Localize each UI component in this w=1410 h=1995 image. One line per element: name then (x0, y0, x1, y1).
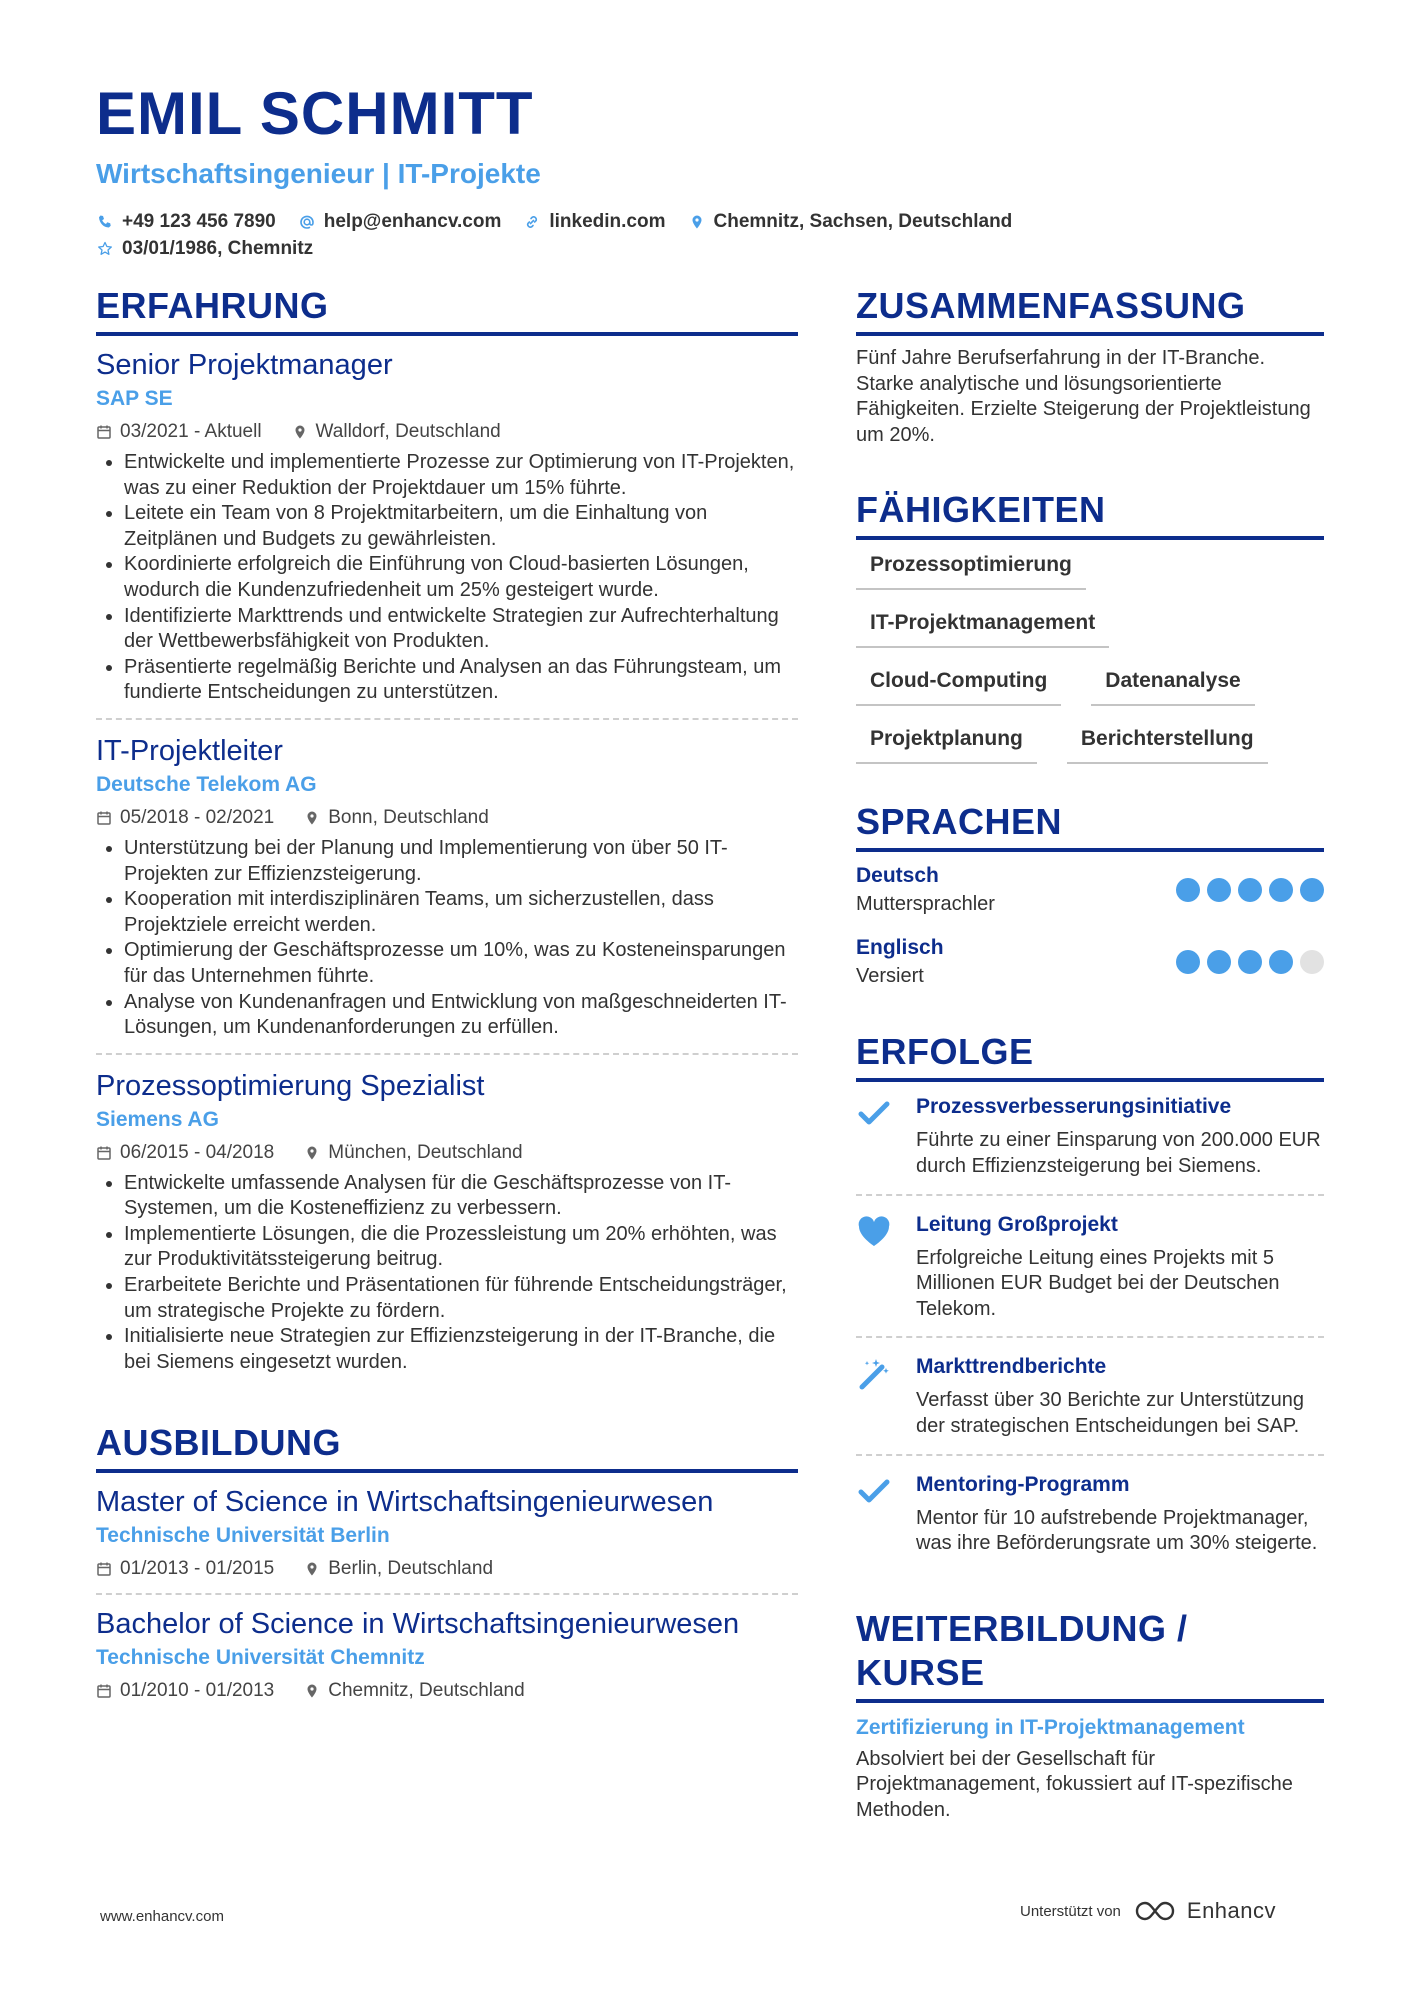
magic-wand-icon (856, 1352, 900, 1439)
school-name: Technische Universität Chemnitz (96, 1646, 425, 1670)
achievement-description: Mentor für 10 aufstrebende Projektmanager, was ihre Beförderungsrate um 30% steigerte. (916, 1506, 1318, 1555)
brand-logo[interactable] (1133, 1898, 1276, 1924)
rating-dot-filled (1300, 878, 1324, 902)
bullet-item: • Optimierung der Geschäftsprozesse um 10%, was zu Kosteneinsparungen für das Unternehmen führte. (124, 938, 798, 989)
education-meta (96, 1555, 798, 1583)
education-heading: AUSBILDUNG (96, 1421, 798, 1473)
phone-icon (96, 213, 114, 231)
rating-dot-filled (1176, 950, 1200, 974)
languages-heading: SPRACHEN (856, 800, 1324, 852)
bullet-item: • Erarbeitete Berichte und Präsentationen für führende Entscheidungsträger, um strategische Projekte zu fördern. (124, 1273, 798, 1324)
at-icon (298, 213, 316, 231)
contact-linkedin[interactable] (523, 208, 665, 235)
achievement-entry (856, 1092, 1324, 1195)
candidate-title: Wirtschaftsingenieur | IT-Projekte (96, 158, 541, 189)
check-icon (856, 1470, 900, 1557)
job-meta (96, 418, 798, 446)
bullet-item: • Leitete ein Team von 8 Projektmitarbeitern, um die Einhaltung von Zeitplänen und Budgets zu gewährleisten. (124, 501, 798, 552)
bullet-item: • Kooperation mit interdisziplinären Teams, um sicherzustellen, dass Projektziele erreicht werden. (124, 887, 798, 938)
location-pin-icon (292, 424, 308, 440)
job-location: Walldorf, Deutschland (315, 421, 501, 442)
bullet-item: • Entwickelte und implementierte Prozesse zur Optimierung von IT-Projekten, was zu einer Reduktion der Projektdauer um 15% führte. (124, 450, 798, 501)
bullet-item: • Initialisierte neue Strategien zur Effizienzsteigerung in der IT-Branche, die bei Siemens eingesetzt wurden. (124, 1324, 798, 1375)
footer-website[interactable]: www.enhancv.com (100, 1908, 224, 1925)
skill-tag: Datenanalyse (1091, 666, 1254, 706)
course-title: Zertifizierung in IT-Projektmanagement (856, 1715, 1245, 1739)
rating-dot-filled (1238, 878, 1262, 902)
location-text: Chemnitz, Sachsen, Deutschland (713, 211, 1013, 232)
bullet-item: • Analyse von Kundenanfragen und Entwicklung von maßgeschneiderten IT-Lösungen, um Kundenanforderungen zu erfüllen. (124, 990, 798, 1041)
contact-birth (96, 235, 313, 262)
school-name: Technische Universität Berlin (96, 1524, 390, 1548)
language-name: Deutsch (856, 864, 939, 888)
calendar-icon (96, 1561, 112, 1577)
link-icon (523, 213, 541, 231)
language-name: Englisch (856, 936, 944, 960)
contact-info (96, 208, 1326, 262)
rating-dot-filled (1269, 950, 1293, 974)
skill-tag: Cloud-Computing (856, 666, 1061, 706)
email-text: help@enhancv.com (323, 211, 502, 232)
achievement-entry (856, 1352, 1324, 1455)
left-column (96, 284, 798, 1725)
education-meta (96, 1677, 798, 1705)
degree-title: Bachelor of Science in Wirtschaftsingenieurwesen (96, 1608, 740, 1641)
calendar-icon (96, 424, 112, 440)
rating-dot-filled (1207, 878, 1231, 902)
course-description: Absolviert bei der Gesellschaft für Projektmanagement, fokussiert auf IT-spezifische Methoden. (856, 1747, 1293, 1821)
job-bullets (96, 1171, 798, 1376)
bullet-item: • Koordinierte erfolgreich die Einführung von Cloud-basierten Lösungen, wodurch die Kundenzufriedenheit um 25% gesteigert wurde. (124, 552, 798, 603)
education-entry (96, 1483, 798, 1595)
skill-tag: IT-Projektmanagement (856, 608, 1109, 648)
enhancv-logo-icon (1133, 1899, 1179, 1923)
job-company: Deutsche Telekom AG (96, 772, 317, 796)
right-column (856, 284, 1324, 1824)
achievement-description: Verfasst über 30 Berichte zur Unterstützung der strategischen Entscheidungen bei SAP. (916, 1389, 1304, 1437)
job-bullets (96, 836, 798, 1041)
skill-tag: Prozessoptimierung (856, 550, 1086, 590)
job-entry (96, 346, 798, 720)
footer-branding (1020, 1898, 1276, 1924)
skills-heading: FÄHIGKEITEN (856, 488, 1324, 540)
achievement-title: Prozessverbesserungsinitiative (916, 1095, 1232, 1119)
phone-text: +49 123 456 7890 (122, 211, 276, 232)
bullet-item: • Implementierte Lösungen, die die Prozessleistung um 20% erhöhten, was zur Produktivitätssteigerung beitrug. (124, 1222, 798, 1273)
education-dates: 01/2013 - 01/2015 (120, 1558, 275, 1580)
location-pin-icon (304, 1145, 320, 1161)
check-icon (856, 1092, 900, 1179)
language-level: Versiert (856, 965, 924, 988)
bullet-item: • Präsentierte regelmäßig Berichte und Analysen an das Führungsteam, um fundierte Entscheidungen zu unterstützen. (124, 655, 798, 706)
achievement-entry (856, 1210, 1324, 1339)
contact-email[interactable] (298, 208, 502, 235)
rating-dot-filled (1207, 950, 1231, 974)
calendar-icon (96, 1683, 112, 1699)
linkedin-text: linkedin.com (549, 211, 666, 232)
location-pin-icon (304, 810, 320, 826)
job-bullets (96, 450, 798, 706)
calendar-icon (96, 1145, 112, 1161)
skill-tag: Projektplanung (856, 724, 1037, 764)
job-location: München, Deutschland (328, 1141, 523, 1163)
rating-dot-filled (1269, 878, 1293, 902)
job-title: Senior Projektmanager (96, 349, 393, 381)
education-entry (96, 1605, 798, 1715)
rating-dot-empty (1300, 950, 1324, 974)
education-location: Berlin, Deutschland (328, 1558, 494, 1580)
skills-list (856, 550, 1324, 764)
achievement-description: Führte zu einer Einsparung von 200.000 EUR durch Effizienzsteigerung bei Siemens. (916, 1129, 1321, 1177)
summary-text: Fünf Jahre Berufserfahrung in der IT-Branche. Starke analytische und lösungsorientierte Fähigkeiten. Erzielte Steigerung der Projektleistung um 20%. (856, 347, 1311, 446)
education-location: Chemnitz, Deutschland (328, 1680, 525, 1702)
contact-location (688, 208, 1013, 235)
location-pin-icon (304, 1561, 320, 1577)
candidate-name: EMIL SCHMITT (96, 80, 534, 147)
star-icon (96, 240, 114, 258)
language-rating (1176, 878, 1324, 902)
job-meta (96, 1139, 798, 1167)
degree-title: Master of Science in Wirtschaftsingenieurwesen (96, 1486, 714, 1519)
brand-name: Enhancv (1186, 1898, 1277, 1923)
rating-dot-filled (1176, 878, 1200, 902)
skill-tag: Berichterstellung (1067, 724, 1268, 764)
course-entry (856, 1713, 1324, 1824)
job-dates: 05/2018 - 02/2021 (120, 806, 275, 828)
job-company: SAP SE (96, 387, 173, 410)
education-dates: 01/2010 - 01/2013 (120, 1680, 275, 1702)
contact-phone[interactable] (96, 208, 276, 235)
experience-heading: ERFAHRUNG (96, 284, 798, 336)
job-entry (96, 732, 798, 1055)
bullet-item: • Entwickelte umfassende Analysen für die Geschäftsprozesse von IT-Systemen, um die Kosteneffizienz zu verbessern. (124, 1171, 798, 1222)
summary-heading: ZUSAMMENFASSUNG (856, 284, 1324, 336)
rating-dot-filled (1238, 950, 1262, 974)
language-entry (856, 862, 1324, 918)
bullet-item: • Unterstützung bei der Planung und Implementierung von über 50 IT-Projekten zur Effizienzsteigerung. (124, 836, 798, 887)
job-company: Siemens AG (96, 1107, 219, 1131)
achievement-title: Leitung Großprojekt (916, 1212, 1118, 1236)
job-meta (96, 804, 798, 832)
powered-by-text: Unterstützt von (1020, 1902, 1121, 1920)
job-title: IT-Projektleiter (96, 734, 283, 767)
achievements-heading: ERFOLGE (856, 1030, 1324, 1082)
job-entry (96, 1067, 798, 1388)
achievement-entry (856, 1470, 1324, 1571)
location-pin-icon (304, 1683, 320, 1699)
courses-heading: WEITERBILDUNG / KURSE (856, 1607, 1324, 1703)
language-rating (1176, 950, 1324, 974)
language-level: Muttersprachler (856, 893, 995, 916)
achievement-description: Erfolgreiche Leitung eines Projekts mit 5 Millionen EUR Budget bei der Deutschen Telekom. (916, 1246, 1280, 1320)
birth-text: 03/01/1986, Chemnitz (122, 238, 314, 259)
resume-header (96, 80, 1326, 262)
calendar-icon (96, 810, 112, 826)
heart-icon (856, 1210, 900, 1323)
achievement-title: Mentoring-Programm (916, 1472, 1130, 1496)
job-dates: 03/2021 - Aktuell (120, 421, 262, 442)
location-pin-icon (688, 213, 706, 231)
language-entry (856, 934, 1324, 990)
job-dates: 06/2015 - 04/2018 (120, 1141, 275, 1163)
job-title: Prozessoptimierung Spezialist (96, 1069, 485, 1102)
achievement-title: Markttrendberichte (916, 1355, 1107, 1379)
bullet-item: • Identifizierte Markttrends und entwickelte Strategien zur Aufrechterhaltung der Wettbewerbsfähigkeit von Produkten. (124, 604, 798, 655)
job-location: Bonn, Deutschland (328, 806, 489, 828)
